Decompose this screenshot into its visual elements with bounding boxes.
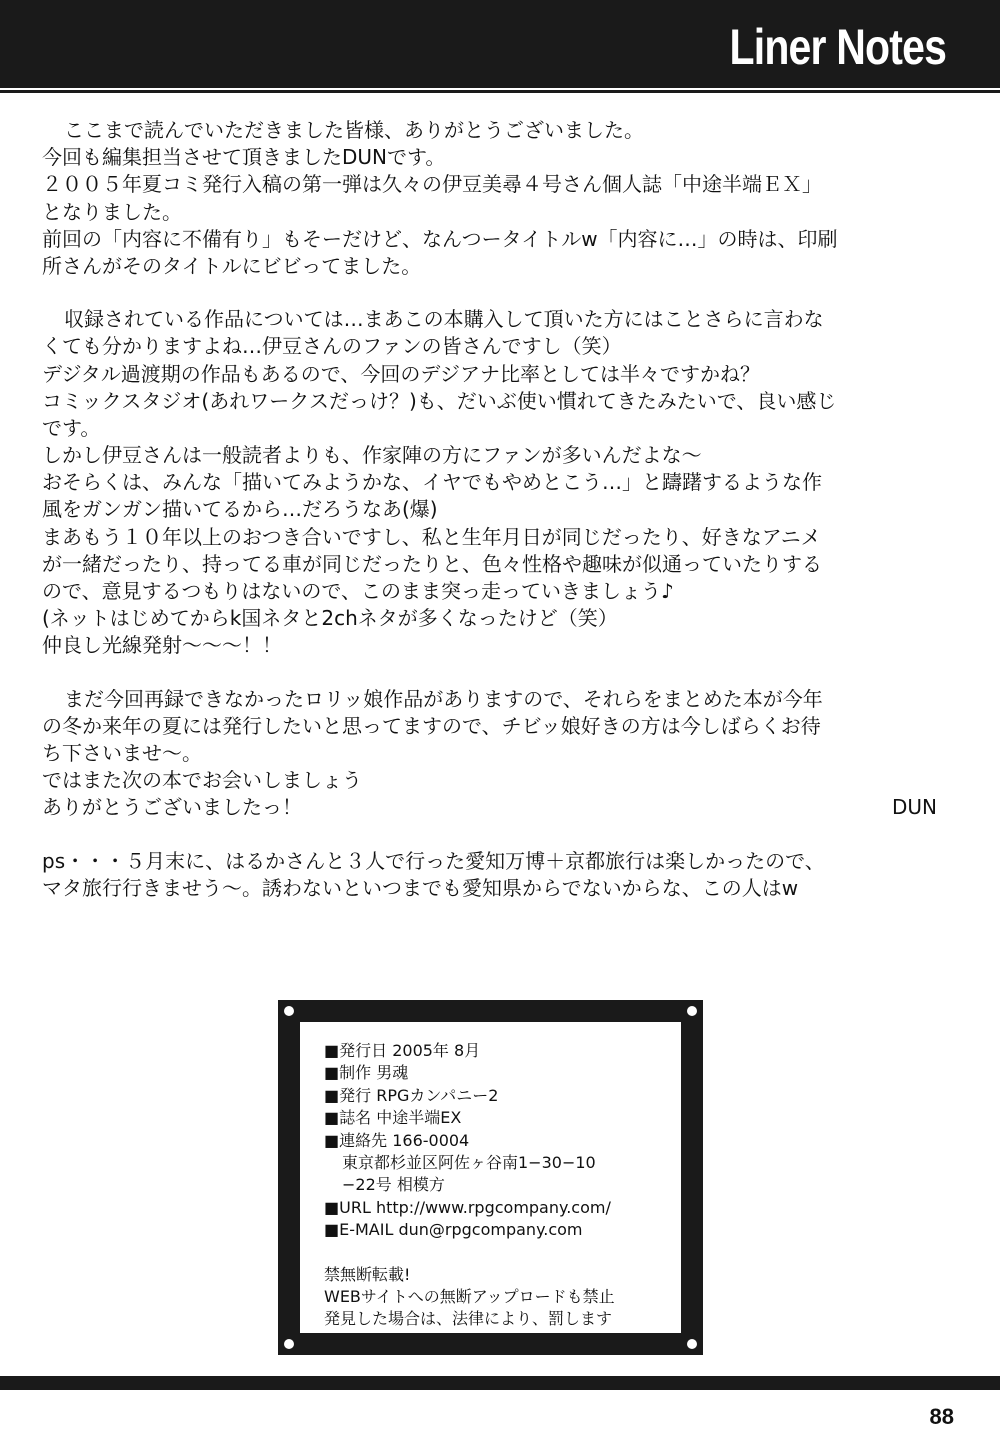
colophon-box (278, 1000, 703, 1355)
colophon-entry: ■制作 男魂 (324, 1063, 409, 1083)
colophon-url: ■URL http://www.rpgcompany.com/ (324, 1197, 611, 1217)
text-line: まあもう１０年以上のおつき合いですし、私と生年月日が同じだったり、好きなアニメ (42, 524, 821, 549)
text-line: 収録されている作品については…まあこの本購入して頂いた方にはことさらに言わな (64, 307, 824, 332)
text-line: の冬か来年の夏には発行したいと思ってますので、チビッ娘好きの方は今しばらくお待 (42, 713, 821, 738)
text-line: 仲良し光線発射～～～！！ (42, 633, 282, 658)
corner-dot (284, 1006, 294, 1016)
text-line: (ネットはじめてからk国ネタと2chネタが多くなったけど（笑） (42, 606, 618, 631)
text-line: 今回も編集担当させて頂きましたDUNです。 (42, 145, 446, 170)
header-rule (0, 90, 1000, 93)
text-line: 前回の「内容に不備有り」もそーだけど、なんつータイトルw「内容に…」の時は、印刷 (42, 226, 838, 251)
colophon-text (324, 1040, 654, 1331)
colophon-entry: ■発行 RPGカンパニー2 (324, 1085, 499, 1105)
paragraph-gap (42, 822, 942, 848)
corner-dot (687, 1006, 697, 1016)
footer-bar (0, 1376, 1000, 1390)
colophon-address: 東京都杉並区阿佐ヶ谷南1−30−10 (342, 1152, 596, 1172)
colophon-email: ■E-MAIL dun@rpgcompany.com (324, 1220, 583, 1240)
text-line: まだ今回再録できなかったロリッ娘作品がありますので、それらをまとめた本が今年 (64, 686, 823, 711)
page-number: 88 (929, 1404, 954, 1429)
corner-dot (284, 1339, 294, 1349)
text-line: ではまた次の本でお会いしましょう (42, 768, 362, 793)
text-line: が一緒だったり、持ってる車が同じだったりと、色々性格や趣味が似通っていたりする (42, 551, 822, 576)
closing-line (42, 794, 937, 821)
closing-text: ありがとうございましたっ！ (42, 795, 302, 820)
text-line: くても分かりますよね…伊豆さんのファンの皆さんですし（笑） (42, 334, 622, 359)
header-bar (0, 0, 1000, 88)
text-line: ち下さいませ～。 (42, 740, 202, 765)
notice-line: WEBサイトへの無断アップロードも禁止 (324, 1286, 615, 1306)
text-line: ので、意見するつもりはないので、このまま突っ走っていきましょう♪ (42, 579, 674, 603)
text-line: 風をガンガン描いてるから…だろうなあ(爆) (42, 497, 438, 522)
notice-line: 禁無断転載! (324, 1264, 411, 1284)
colophon-address: −22号 相模方 (342, 1175, 445, 1195)
paragraph-gap (42, 280, 942, 306)
text-line: です。 (42, 415, 101, 440)
text-line: ２００５年夏コミ発行入稿の第一弾は久々の伊豆美尋４号さん個人誌「中途半端ＥＸ」 (42, 172, 822, 197)
colophon-entry: ■誌名 中途半端EX (324, 1108, 462, 1128)
paragraph-gap (42, 660, 942, 686)
text-line: 所さんがそのタイトルにビビってました。 (42, 253, 422, 278)
liner-notes-body (42, 117, 942, 902)
notice-line: 発見した場合は、法律により、罰します (324, 1309, 613, 1329)
text-line: ここまで読んでいただきました皆様、ありがとうございました。 (64, 118, 644, 142)
text-line: コミックスタジオ(あれワークスだっけ？)も、だいぶ使い慣れてきたみたいで、良い感じ (42, 388, 837, 413)
postscript-line: マタ旅行行きませう～。誘わないといつまでも愛知県からでないからな、この人はw (42, 875, 799, 900)
text-line: デジタル過渡期の作品もあるので、今回のデジアナ比率としては半々ですかね？ (42, 361, 760, 386)
colophon-entry: ■連絡先 166-0004 (324, 1130, 470, 1150)
text-line: おそらくは、みんな「描いてみようかな、イヤでもやめとこう…」と躊躇するような作 (42, 470, 822, 495)
page-title: Liner Notes (729, 19, 946, 75)
author-signature: DUN (892, 795, 937, 820)
text-line: しかし伊豆さんは一般読者よりも、作家陣の方にファンが多いんだよな～ (42, 443, 702, 468)
corner-dot (687, 1339, 697, 1349)
colophon-gap (324, 1242, 654, 1264)
colophon-entry: ■発行日 2005年 8月 (324, 1041, 481, 1060)
text-line: となりました。 (42, 199, 182, 224)
postscript-line: ps・・・５月末に、はるかさんと３人で行った愛知万博＋京都旅行は楽しかったので、 (42, 848, 825, 873)
